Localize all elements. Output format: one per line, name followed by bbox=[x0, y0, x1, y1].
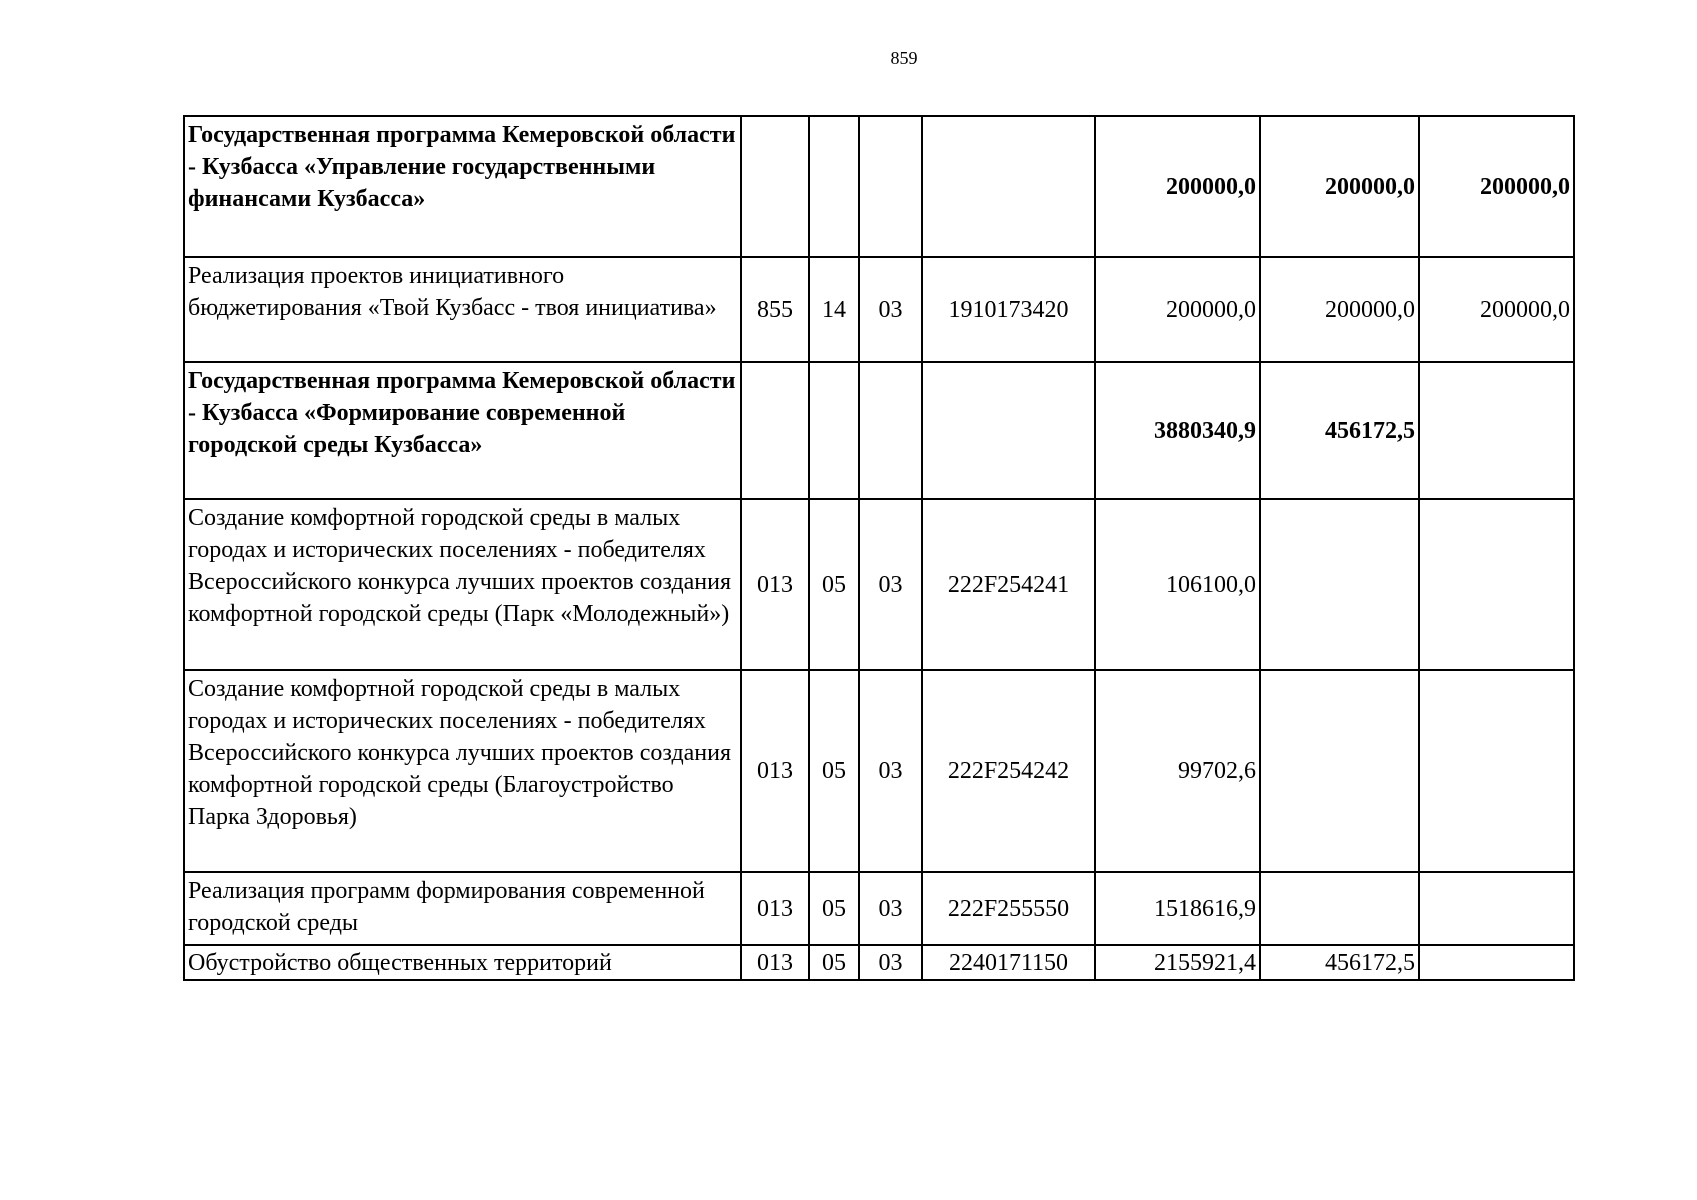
table-row bbox=[184, 945, 1574, 980]
table-row bbox=[184, 116, 1574, 257]
amount-year2: 456172,5 bbox=[1260, 362, 1419, 499]
code-target: 2240171150 bbox=[922, 945, 1095, 980]
code-target: 222F254241 bbox=[922, 499, 1095, 670]
item-name: Реализация программ формирования современной городской среды bbox=[184, 872, 741, 945]
budget-table bbox=[183, 115, 1575, 981]
amount-year2 bbox=[1260, 670, 1419, 872]
amount-year1: 106100,0 bbox=[1095, 499, 1260, 670]
code-admin: 013 bbox=[741, 499, 809, 670]
table-row bbox=[184, 257, 1574, 362]
code-subsection: 03 bbox=[859, 499, 922, 670]
amount-year1: 200000,0 bbox=[1095, 257, 1260, 362]
code-subsection: 03 bbox=[859, 670, 922, 872]
code-admin: 013 bbox=[741, 872, 809, 945]
code-subsection bbox=[859, 116, 922, 257]
code-section: 05 bbox=[809, 499, 859, 670]
table-row bbox=[184, 499, 1574, 670]
item-name: Создание комфортной городской среды в малых городах и исторических поселениях - победителях Всероссийского конкурса лучших проектов создания комфортной городской среды (Парк «Молодежный») bbox=[184, 499, 741, 670]
item-name: Создание комфортной городской среды в малых городах и исторических поселениях - победителях Всероссийского конкурса лучших проектов создания комфортной городской среды (Благоустройство Парка Здоровья) bbox=[184, 670, 741, 872]
code-target: 222F254242 bbox=[922, 670, 1095, 872]
amount-year3 bbox=[1419, 872, 1574, 945]
code-section: 05 bbox=[809, 945, 859, 980]
code-admin: 855 bbox=[741, 257, 809, 362]
code-section: 05 bbox=[809, 872, 859, 945]
code-subsection: 03 bbox=[859, 257, 922, 362]
amount-year1: 2155921,4 bbox=[1095, 945, 1260, 980]
amount-year3 bbox=[1419, 499, 1574, 670]
item-name: Обустройство общественных территорий bbox=[184, 945, 741, 980]
code-admin: 013 bbox=[741, 670, 809, 872]
code-target: 222F255550 bbox=[922, 872, 1095, 945]
amount-year1: 200000,0 bbox=[1095, 116, 1260, 257]
amount-year3 bbox=[1419, 945, 1574, 980]
code-section bbox=[809, 116, 859, 257]
amount-year3: 200000,0 bbox=[1419, 116, 1574, 257]
code-subsection: 03 bbox=[859, 872, 922, 945]
code-target bbox=[922, 362, 1095, 499]
item-name: Реализация проектов инициативного бюджетирования «Твой Кузбасс - твоя инициатива» bbox=[184, 257, 741, 362]
amount-year3 bbox=[1419, 362, 1574, 499]
table-row bbox=[184, 872, 1574, 945]
amount-year2 bbox=[1260, 872, 1419, 945]
amount-year1: 3880340,9 bbox=[1095, 362, 1260, 499]
table-row bbox=[184, 670, 1574, 872]
amount-year2: 456172,5 bbox=[1260, 945, 1419, 980]
amount-year2 bbox=[1260, 499, 1419, 670]
code-target bbox=[922, 116, 1095, 257]
amount-year2: 200000,0 bbox=[1260, 116, 1419, 257]
amount-year2: 200000,0 bbox=[1260, 257, 1419, 362]
amount-year3 bbox=[1419, 670, 1574, 872]
amount-year3: 200000,0 bbox=[1419, 257, 1574, 362]
table-row bbox=[184, 362, 1574, 499]
item-name: Государственная программа Кемеровской области - Кузбасса «Формирование современной городской среды Кузбасса» bbox=[184, 362, 741, 499]
code-target: 1910173420 bbox=[922, 257, 1095, 362]
code-subsection: 03 bbox=[859, 945, 922, 980]
code-section: 05 bbox=[809, 670, 859, 872]
code-subsection bbox=[859, 362, 922, 499]
code-admin: 013 bbox=[741, 945, 809, 980]
code-admin bbox=[741, 362, 809, 499]
code-section bbox=[809, 362, 859, 499]
code-admin bbox=[741, 116, 809, 257]
amount-year1: 1518616,9 bbox=[1095, 872, 1260, 945]
page-number: 859 bbox=[890, 48, 918, 68]
code-section: 14 bbox=[809, 257, 859, 362]
amount-year1: 99702,6 bbox=[1095, 670, 1260, 872]
item-name: Государственная программа Кемеровской области - Кузбасса «Управление государственными финансами Кузбасса» bbox=[184, 116, 741, 257]
